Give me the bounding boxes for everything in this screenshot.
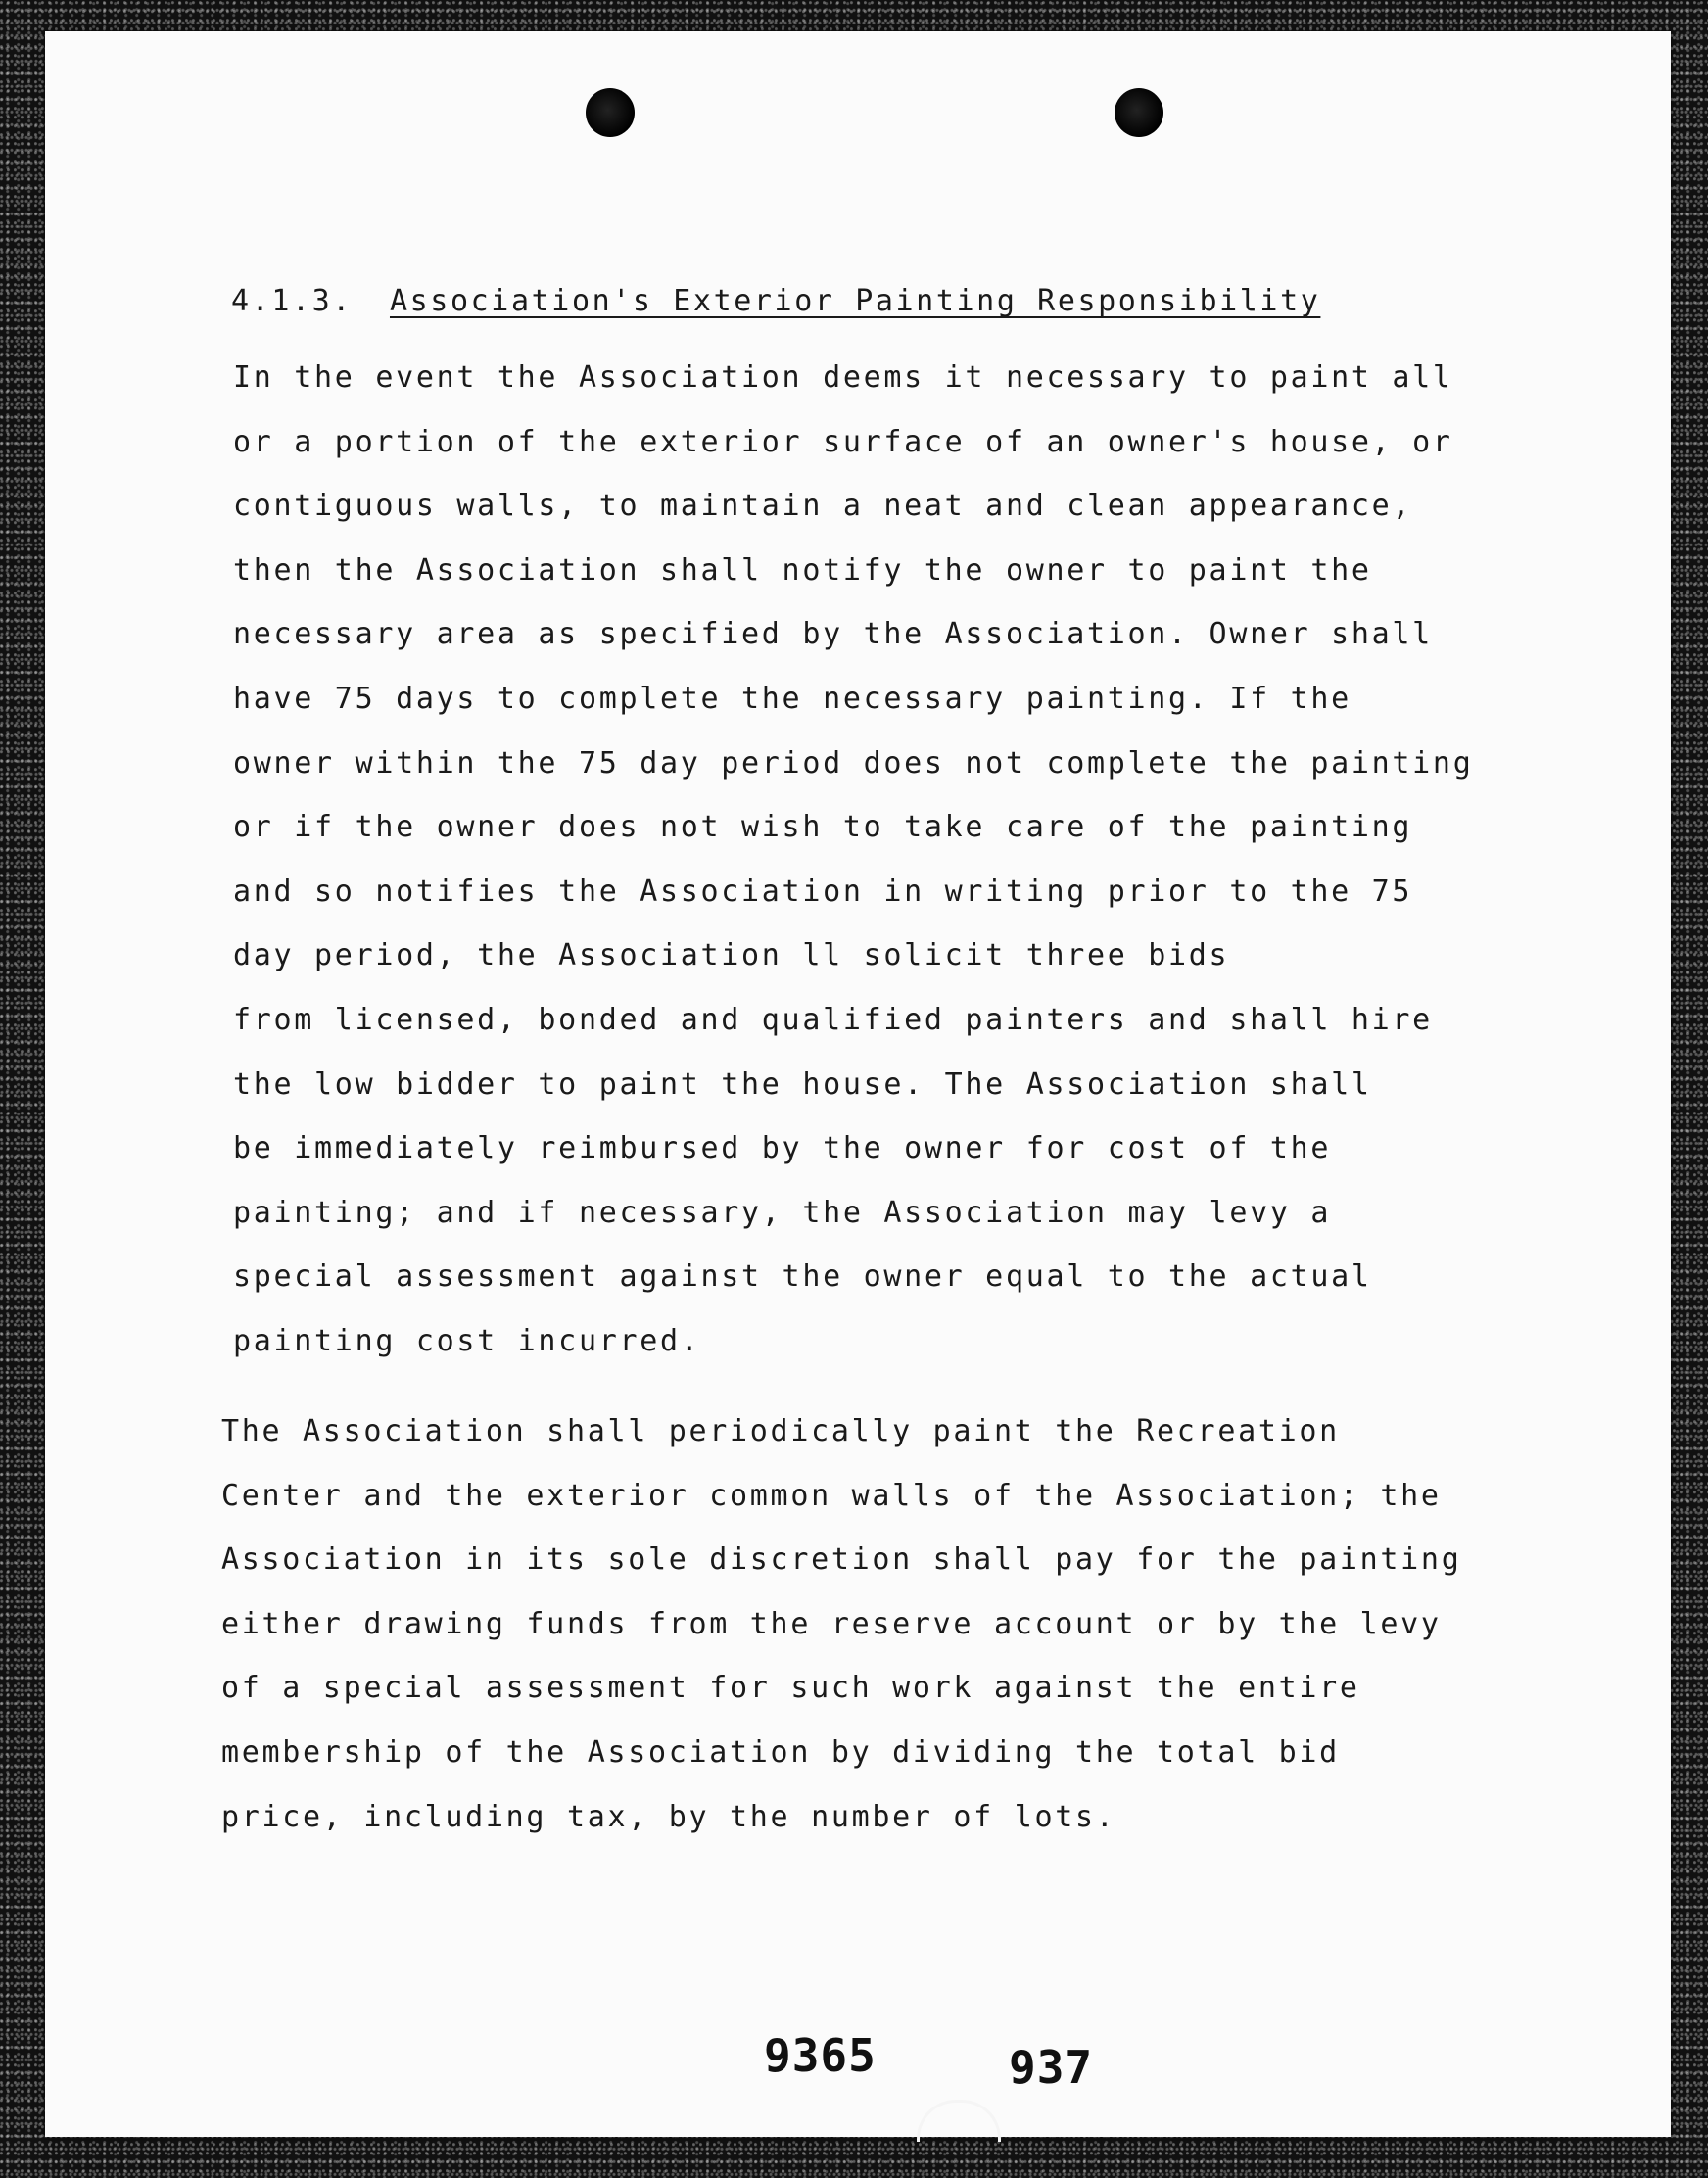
paragraph-common-walls xyxy=(221,1399,1461,1849)
text-line: then the Association shall notify the owner to paint the xyxy=(233,552,1372,588)
text-line: be immediately reimbursed by the owner for cost of the xyxy=(233,1131,1332,1166)
text-line: special assessment against the owner equal to the actual xyxy=(233,1259,1372,1295)
text-line: or a portion of the exterior surface of an owner's house, or xyxy=(233,424,1453,459)
text-line: either drawing funds from the reserve account or by the levy xyxy=(221,1606,1442,1641)
text-line: day period, the Association ll solicit three bids xyxy=(233,938,1230,973)
text-line: contiguous walls, to maintain a neat and clean appearance, xyxy=(233,489,1413,524)
text-line: the low bidder to paint the house. The Association shall xyxy=(233,1066,1372,1102)
section-heading xyxy=(231,284,1320,318)
text-line: Center and the exterior common walls of the Association; the xyxy=(221,1478,1442,1513)
paragraph-painting-responsibility xyxy=(233,346,1473,1374)
footer-book-number: 9365 xyxy=(764,2029,877,2082)
section-number: 4.1.3. xyxy=(231,284,353,318)
text-line: owner within the 75 day period does not complete the painting xyxy=(233,745,1474,781)
footer-page-number: 937 xyxy=(1009,2041,1094,2094)
text-line: In the event the Association deems it necessary to paint all xyxy=(233,360,1453,395)
text-line: price, including tax, by the number of lots. xyxy=(221,1799,1116,1834)
section-title: Association's Exterior Painting Responsibility xyxy=(389,284,1321,318)
punch-hole-left xyxy=(586,88,635,137)
text-line: and so notifies the Association in writing prior to the 75 xyxy=(233,874,1413,909)
text-line: membership of the Association by dividing the total bid xyxy=(221,1734,1340,1770)
text-line: have 75 days to complete the necessary painting. If the xyxy=(233,681,1352,716)
text-line: from licensed, bonded and qualified painters and shall hire xyxy=(233,1002,1433,1037)
text-line: painting; and if necessary, the Association may levy a xyxy=(233,1195,1332,1230)
text-line: Association in its sole discretion shall pay for the painting xyxy=(221,1542,1462,1578)
punch-hole-right xyxy=(1115,88,1163,137)
text-line: The Association shall periodically paint the Recreation xyxy=(221,1414,1340,1448)
text-line: painting cost incurred. xyxy=(233,1323,701,1358)
text-line: of a special assessment for such work against the entire xyxy=(221,1671,1360,1706)
text-line: or if the owner does not wish to take care of the painting xyxy=(233,810,1413,845)
text-line: necessary area as specified by the Association. Owner shall xyxy=(233,617,1433,652)
